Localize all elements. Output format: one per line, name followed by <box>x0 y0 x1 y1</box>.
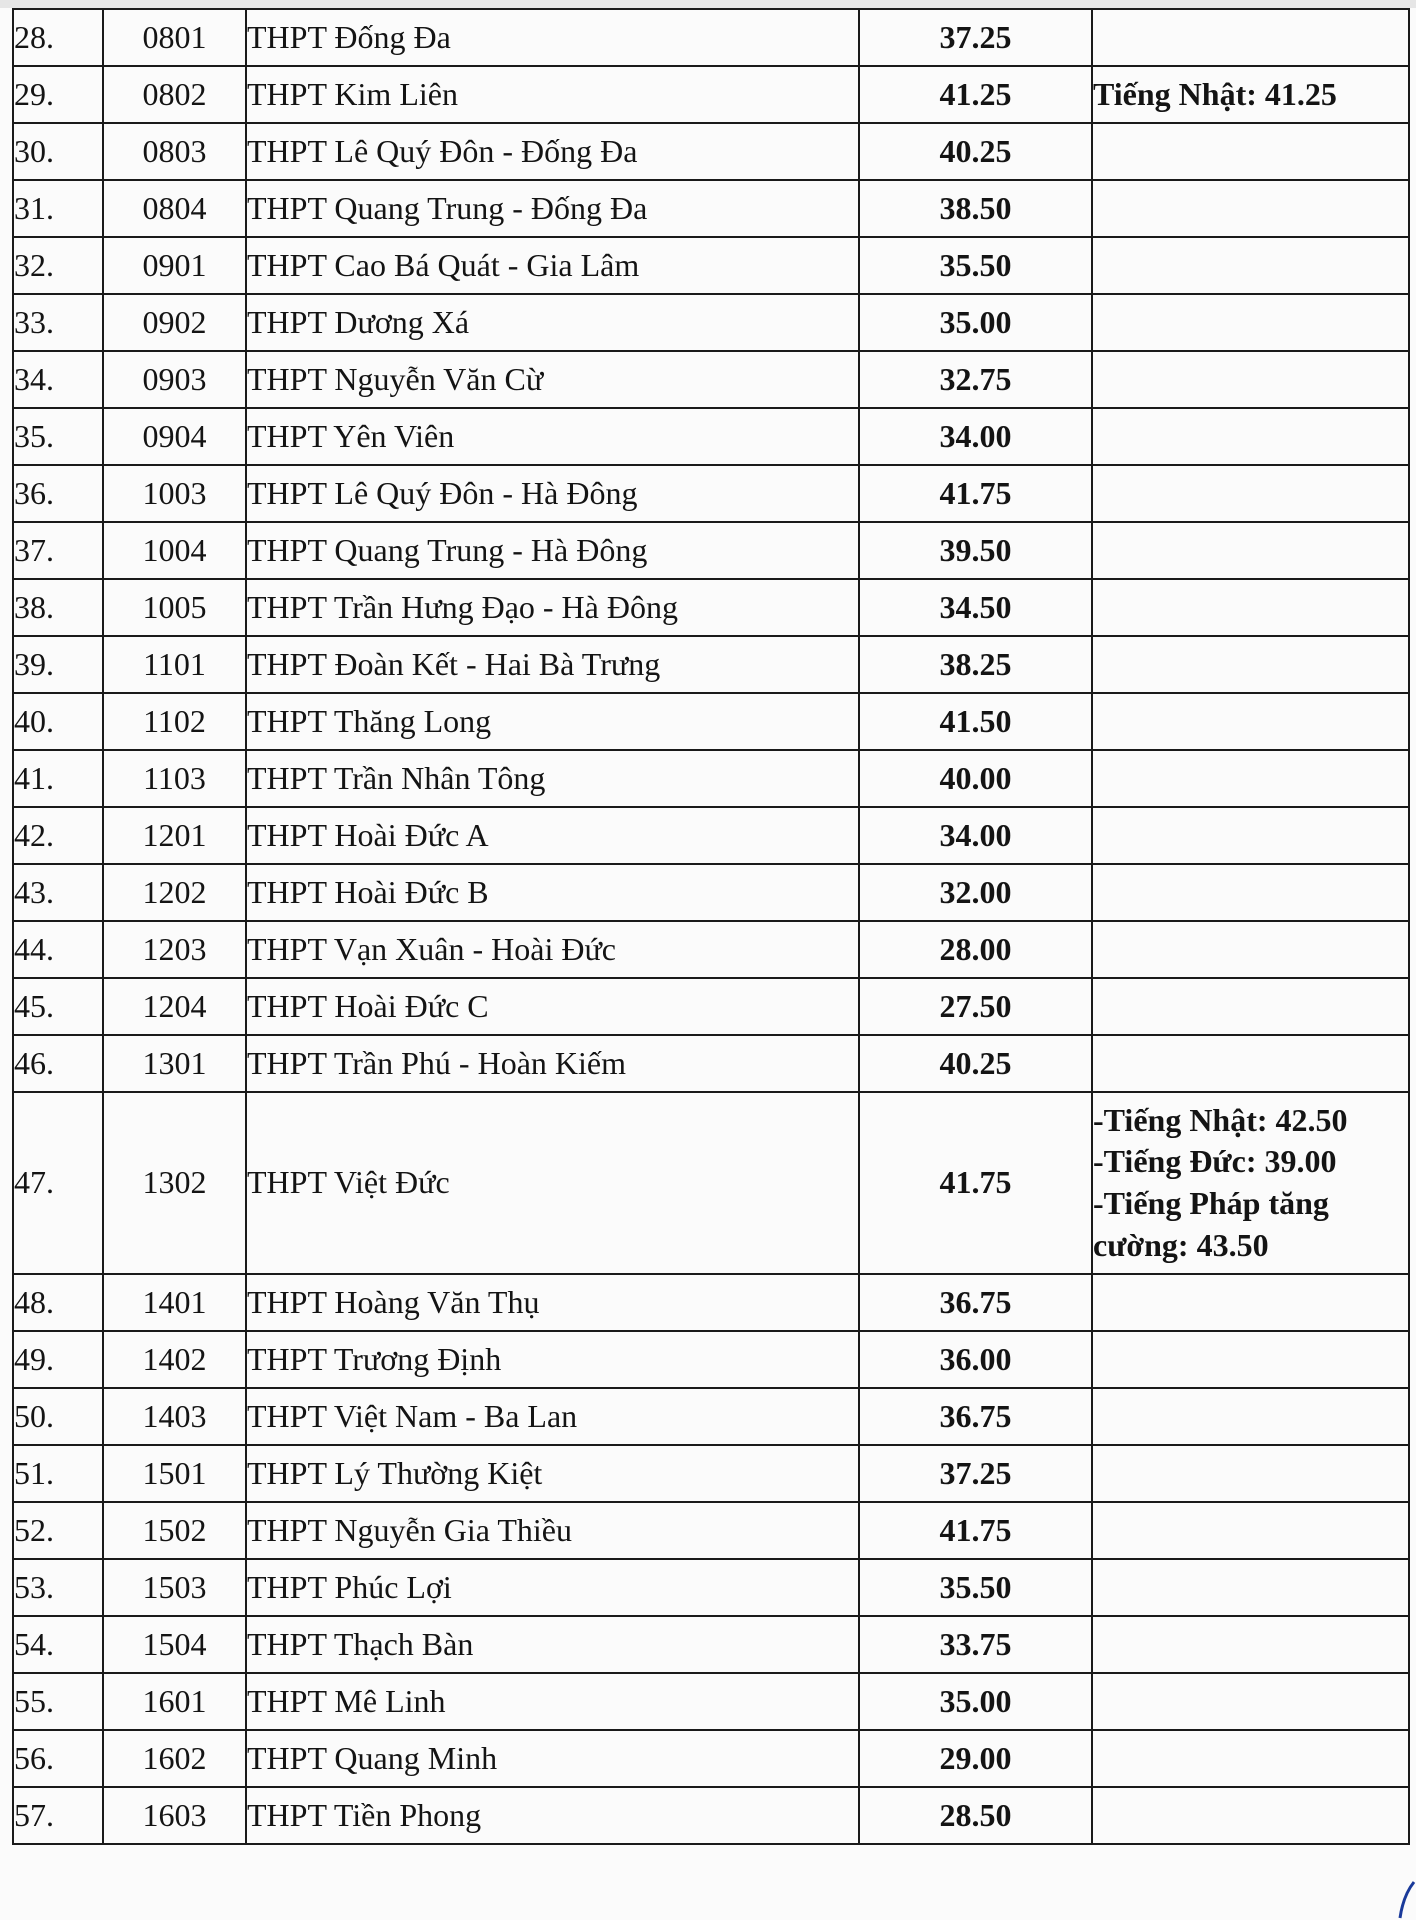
admission-score: 34.00 <box>859 807 1092 864</box>
admission-score: 33.75 <box>859 1616 1092 1673</box>
school-name: THPT Việt Nam - Ba Lan <box>246 1388 859 1445</box>
school-code: 1402 <box>103 1331 246 1388</box>
school-code: 1003 <box>103 465 246 522</box>
row-number: 30. <box>13 123 103 180</box>
school-code: 0801 <box>103 9 246 66</box>
school-name: THPT Trần Phú - Hoàn Kiếm <box>246 1035 859 1092</box>
row-number: 39. <box>13 636 103 693</box>
note-cell <box>1092 1502 1409 1559</box>
row-number: 42. <box>13 807 103 864</box>
school-name: THPT Hoài Đức B <box>246 864 859 921</box>
admission-score: 41.75 <box>859 1092 1092 1274</box>
row-number: 45. <box>13 978 103 1035</box>
admission-score: 40.25 <box>859 123 1092 180</box>
note-cell <box>1092 237 1409 294</box>
school-name: THPT Nguyễn Gia Thiều <box>246 1502 859 1559</box>
row-number: 44. <box>13 921 103 978</box>
table-row <box>13 1445 1409 1502</box>
school-name: THPT Hoài Đức C <box>246 978 859 1035</box>
admission-score: 28.00 <box>859 921 1092 978</box>
school-code: 1201 <box>103 807 246 864</box>
note-cell <box>1092 1616 1409 1673</box>
note-cell <box>1092 180 1409 237</box>
school-name: THPT Lê Quý Đôn - Đống Đa <box>246 123 859 180</box>
note-cell <box>1092 294 1409 351</box>
school-code: 0802 <box>103 66 246 123</box>
school-code: 1204 <box>103 978 246 1035</box>
table-row <box>13 1730 1409 1787</box>
school-name: THPT Phúc Lợi <box>246 1559 859 1616</box>
row-number: 37. <box>13 522 103 579</box>
note-cell <box>1092 1331 1409 1388</box>
admission-score: 36.00 <box>859 1331 1092 1388</box>
admission-score: 40.25 <box>859 1035 1092 1092</box>
admission-score: 28.50 <box>859 1787 1092 1844</box>
school-name: THPT Lý Thường Kiệt <box>246 1445 859 1502</box>
note-line: Tiếng Nhật: 41.25 <box>1093 75 1337 112</box>
admission-score: 35.00 <box>859 1673 1092 1730</box>
school-code: 1102 <box>103 693 246 750</box>
note-line: -Tiếng Đức: 39.00 <box>1093 1143 1337 1180</box>
table-row <box>13 750 1409 807</box>
table-row <box>13 579 1409 636</box>
table-body <box>13 9 1409 1844</box>
note-cell <box>1092 351 1409 408</box>
school-code: 1502 <box>103 1502 246 1559</box>
school-code: 1301 <box>103 1035 246 1092</box>
admission-score: 32.00 <box>859 864 1092 921</box>
table-row <box>13 522 1409 579</box>
row-number: 38. <box>13 579 103 636</box>
row-number: 31. <box>13 180 103 237</box>
table-row <box>13 1787 1409 1844</box>
table-row <box>13 1388 1409 1445</box>
school-name: THPT Quang Minh <box>246 1730 859 1787</box>
note-cell <box>1092 408 1409 465</box>
table-row <box>13 66 1409 123</box>
table-row <box>13 1559 1409 1616</box>
note-cell <box>1092 636 1409 693</box>
school-name: THPT Lê Quý Đôn - Hà Đông <box>246 465 859 522</box>
signature-mark <box>1396 1880 1416 1920</box>
note-cell <box>1092 1559 1409 1616</box>
row-number: 33. <box>13 294 103 351</box>
row-number: 28. <box>13 9 103 66</box>
row-number: 55. <box>13 1673 103 1730</box>
school-name: THPT Trần Nhân Tông <box>246 750 859 807</box>
school-code: 0903 <box>103 351 246 408</box>
school-code: 0901 <box>103 237 246 294</box>
school-name: THPT Nguyễn Văn Cừ <box>246 351 859 408</box>
row-number: 56. <box>13 1730 103 1787</box>
school-name: THPT Dương Xá <box>246 294 859 351</box>
note-cell <box>1092 1787 1409 1844</box>
school-code: 1004 <box>103 522 246 579</box>
note-cell <box>1092 1445 1409 1502</box>
table-row <box>13 123 1409 180</box>
school-name: THPT Quang Trung - Hà Đông <box>246 522 859 579</box>
row-number: 32. <box>13 237 103 294</box>
table-row <box>13 9 1409 66</box>
note-cell <box>1092 1035 1409 1092</box>
note-cell <box>1092 978 1409 1035</box>
row-number: 41. <box>13 750 103 807</box>
school-code: 1602 <box>103 1730 246 1787</box>
admission-score: 40.00 <box>859 750 1092 807</box>
admission-score: 41.75 <box>859 465 1092 522</box>
school-name: THPT Thạch Bàn <box>246 1616 859 1673</box>
note-cell <box>1092 1730 1409 1787</box>
admission-score-table <box>12 8 1410 1845</box>
school-name: THPT Đống Đa <box>246 9 859 66</box>
table-row <box>13 1035 1409 1092</box>
note-cell <box>1092 579 1409 636</box>
row-number: 57. <box>13 1787 103 1844</box>
note-line: -Tiếng Pháp tăng cường: 43.50 <box>1093 1185 1329 1263</box>
note-cell <box>1092 750 1409 807</box>
note-cell <box>1092 9 1409 66</box>
admission-score: 35.00 <box>859 294 1092 351</box>
school-code: 1302 <box>103 1092 246 1274</box>
table-row <box>13 180 1409 237</box>
school-code: 1504 <box>103 1616 246 1673</box>
admission-score: 39.50 <box>859 522 1092 579</box>
admission-score: 35.50 <box>859 1559 1092 1616</box>
school-code: 1203 <box>103 921 246 978</box>
admission-score: 38.25 <box>859 636 1092 693</box>
school-code: 1202 <box>103 864 246 921</box>
school-name: THPT Trần Hưng Đạo - Hà Đông <box>246 579 859 636</box>
row-number: 51. <box>13 1445 103 1502</box>
admission-score: 32.75 <box>859 351 1092 408</box>
table-row <box>13 1331 1409 1388</box>
school-code: 1601 <box>103 1673 246 1730</box>
table-row <box>13 1274 1409 1331</box>
note-cell <box>1092 864 1409 921</box>
school-code: 0902 <box>103 294 246 351</box>
row-number: 35. <box>13 408 103 465</box>
table-row <box>13 237 1409 294</box>
note-cell <box>1092 1673 1409 1730</box>
table-row <box>13 1092 1409 1274</box>
school-code: 1401 <box>103 1274 246 1331</box>
note-cell <box>1092 807 1409 864</box>
admission-score: 41.75 <box>859 1502 1092 1559</box>
admission-score: 37.25 <box>859 9 1092 66</box>
cut-off-previous-row <box>0 0 1416 8</box>
school-code: 1403 <box>103 1388 246 1445</box>
row-number: 50. <box>13 1388 103 1445</box>
school-code: 1103 <box>103 750 246 807</box>
table-row <box>13 807 1409 864</box>
row-number: 34. <box>13 351 103 408</box>
row-number: 40. <box>13 693 103 750</box>
row-number: 54. <box>13 1616 103 1673</box>
school-name: THPT Cao Bá Quát - Gia Lâm <box>246 237 859 294</box>
row-number: 48. <box>13 1274 103 1331</box>
school-name: THPT Quang Trung - Đống Đa <box>246 180 859 237</box>
table-row <box>13 921 1409 978</box>
table-row <box>13 351 1409 408</box>
school-name: THPT Thăng Long <box>246 693 859 750</box>
school-code: 1503 <box>103 1559 246 1616</box>
admission-score: 34.00 <box>859 408 1092 465</box>
school-name: THPT Đoàn Kết - Hai Bà Trưng <box>246 636 859 693</box>
school-code: 1603 <box>103 1787 246 1844</box>
table-row <box>13 465 1409 522</box>
note-cell <box>1092 921 1409 978</box>
school-name: THPT Vạn Xuân - Hoài Đức <box>246 921 859 978</box>
school-code: 0904 <box>103 408 246 465</box>
row-number: 52. <box>13 1502 103 1559</box>
table-row <box>13 978 1409 1035</box>
note-cell <box>1092 522 1409 579</box>
school-name: THPT Hoàng Văn Thụ <box>246 1274 859 1331</box>
note-cell <box>1092 66 1409 123</box>
school-code: 0803 <box>103 123 246 180</box>
table-row <box>13 1616 1409 1673</box>
school-code: 0804 <box>103 180 246 237</box>
note-cell <box>1092 465 1409 522</box>
admission-score: 41.25 <box>859 66 1092 123</box>
admission-score: 36.75 <box>859 1388 1092 1445</box>
note-cell <box>1092 693 1409 750</box>
row-number: 43. <box>13 864 103 921</box>
row-number: 49. <box>13 1331 103 1388</box>
school-code: 1101 <box>103 636 246 693</box>
school-name: THPT Kim Liên <box>246 66 859 123</box>
row-number: 53. <box>13 1559 103 1616</box>
table-row <box>13 693 1409 750</box>
admission-score: 34.50 <box>859 579 1092 636</box>
table-row <box>13 294 1409 351</box>
admission-score: 38.50 <box>859 180 1092 237</box>
school-name: THPT Việt Đức <box>246 1092 859 1274</box>
school-name: THPT Tiền Phong <box>246 1787 859 1844</box>
row-number: 46. <box>13 1035 103 1092</box>
row-number: 47. <box>13 1092 103 1274</box>
note-cell <box>1092 1388 1409 1445</box>
school-code: 1501 <box>103 1445 246 1502</box>
note-cell <box>1092 123 1409 180</box>
admission-score: 41.50 <box>859 693 1092 750</box>
table-row <box>13 864 1409 921</box>
admission-score: 36.75 <box>859 1274 1092 1331</box>
note-line: -Tiếng Nhật: 42.50 <box>1093 1101 1348 1138</box>
table-row <box>13 408 1409 465</box>
school-name: THPT Trương Định <box>246 1331 859 1388</box>
row-number: 29. <box>13 66 103 123</box>
school-code: 1005 <box>103 579 246 636</box>
table-row <box>13 1673 1409 1730</box>
school-name: THPT Hoài Đức A <box>246 807 859 864</box>
admission-score: 27.50 <box>859 978 1092 1035</box>
admission-score: 35.50 <box>859 237 1092 294</box>
school-name: THPT Yên Viên <box>246 408 859 465</box>
table-row <box>13 636 1409 693</box>
table-row <box>13 1502 1409 1559</box>
school-name: THPT Mê Linh <box>246 1673 859 1730</box>
note-cell <box>1092 1092 1409 1274</box>
note-cell <box>1092 1274 1409 1331</box>
admission-score: 37.25 <box>859 1445 1092 1502</box>
admission-score: 29.00 <box>859 1730 1092 1787</box>
row-number: 36. <box>13 465 103 522</box>
